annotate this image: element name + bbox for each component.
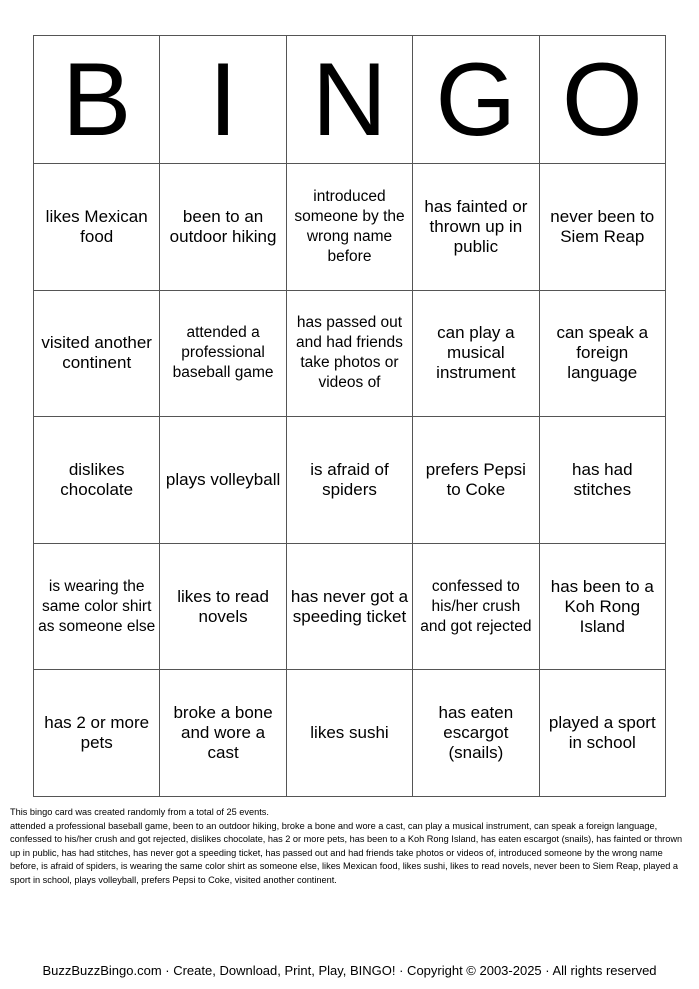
bingo-cell: has 2 or more pets: [34, 670, 160, 797]
card-info-event-list: attended a professional baseball game, been to an outdoor hiking, broke a bone and wore a cast, can play a musical instrument, can speak a foreign language, confessed to his/her crush and got rejected, dislikes chocolate, has 2 or more pets, has been to a Koh Rong Island, has eaten escargot (snails), has fainted or thrown up in public, has had stitches, has never got a speeding ticket, has passed out and had friends take photos or videos of, introduced someone by the wrong name before, is afraid of spiders, is wearing the same color shirt as someone else, likes Mexican food, likes sushi, likes to read novels, never been to Siem Reap, played a sport in school, plays volleyball, prefers Pepsi to Coke, visited another continent.: [10, 820, 683, 885]
bingo-row-1: [34, 164, 666, 291]
bingo-cell: introduced someone by the wrong name before: [286, 164, 412, 291]
bingo-cell: likes Mexican food: [34, 164, 160, 291]
bingo-cell: has fainted or thrown up in public: [413, 164, 539, 291]
footer-copyright: BuzzBuzzBingo.com · Create, Download, Print, Play, BINGO! · Copyright © 2003-2025 · All rights reserved: [42, 963, 657, 978]
bingo-cell: never been to Siem Reap: [539, 164, 665, 291]
bingo-cell: likes sushi: [286, 670, 412, 797]
bingo-cell: can speak a foreign language: [539, 290, 665, 417]
header-letter-o: O: [539, 36, 665, 164]
header-letter-g: G: [413, 36, 539, 164]
bingo-row-3: [34, 417, 666, 544]
bingo-cell: has eaten escargot (snails): [413, 670, 539, 797]
card-info: [10, 806, 690, 888]
bingo-cell: visited another continent: [34, 290, 160, 417]
header-letter-i: I: [160, 36, 286, 164]
header-letter-n: N: [286, 36, 412, 164]
bingo-cell: played a sport in school: [539, 670, 665, 797]
bingo-row-4: [34, 543, 666, 670]
bingo-cell: can play a musical instrument: [413, 290, 539, 417]
bingo-cell: has passed out and had friends take photos or videos of: [286, 290, 412, 417]
bingo-row-5: [34, 670, 666, 797]
bingo-cell: has never got a speeding ticket: [286, 543, 412, 670]
bingo-header-row: [34, 36, 666, 164]
bingo-cell: is afraid of spiders: [286, 417, 412, 544]
bingo-cell: been to an outdoor hiking: [160, 164, 286, 291]
bingo-cell: prefers Pepsi to Coke: [413, 417, 539, 544]
bingo-cell: has had stitches: [539, 417, 665, 544]
bingo-cell: confessed to his/her crush and got rejected: [413, 543, 539, 670]
bingo-cell: is wearing the same color shirt as someone else: [34, 543, 160, 670]
header-letter-b: B: [34, 36, 160, 164]
bingo-cell: attended a professional baseball game: [160, 290, 286, 417]
bingo-card: [33, 35, 666, 797]
card-info-summary: This bingo card was created randomly from a total of 25 events.: [10, 807, 269, 817]
bingo-cell: broke a bone and wore a cast: [160, 670, 286, 797]
bingo-cell: plays volleyball: [160, 417, 286, 544]
bingo-cell: likes to read novels: [160, 543, 286, 670]
bingo-cell: dislikes chocolate: [34, 417, 160, 544]
bingo-row-2: [34, 290, 666, 417]
bingo-cell: has been to a Koh Rong Island: [539, 543, 665, 670]
